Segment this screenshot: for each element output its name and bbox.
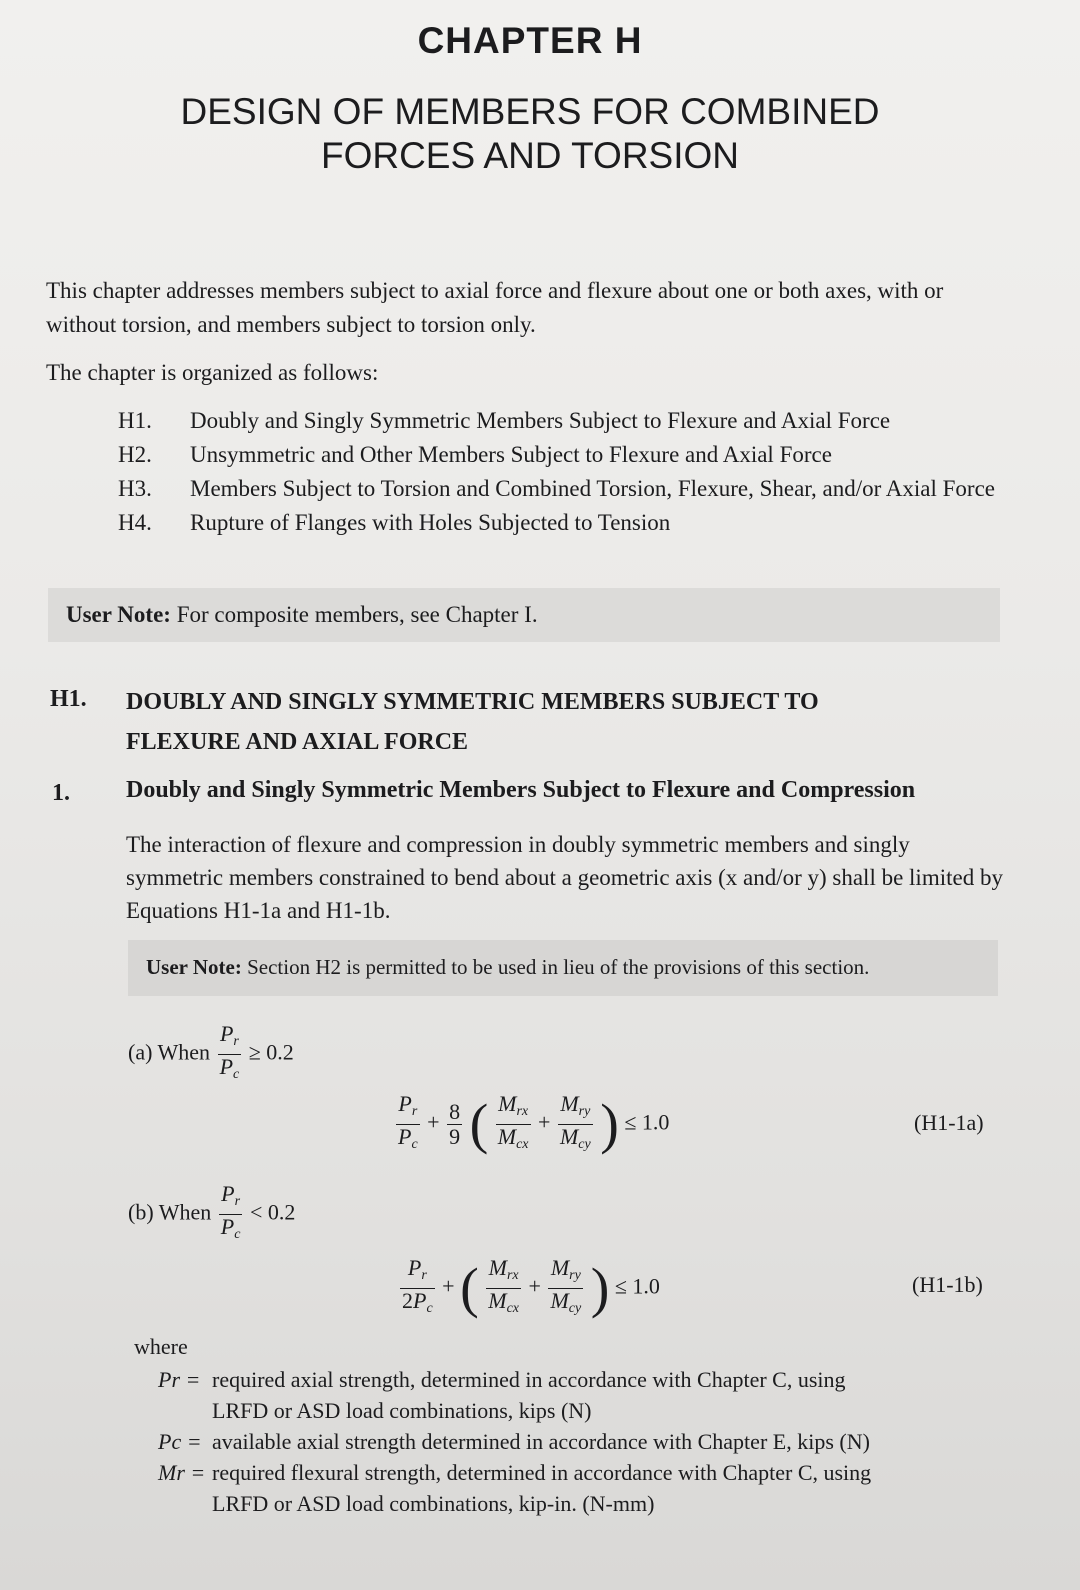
equation-h1-1a: $\frac{P_r}{P_c}$ + $\frac{8}{9}$ ( $\frac{M_{rx}}{M_{cx}}$ + $\frac{M_{ry}}{M_{cy}}$ ) ≤ 1.0 — [398, 1091, 670, 1156]
eq-coef-8: 8 — [449, 1099, 461, 1124]
definition-text: available axial strength determined in accordance with Chapter E, kips (N) — [212, 1429, 870, 1454]
case-a-condition — [128, 1022, 294, 1087]
eq-coef-2: 2 — [402, 1288, 413, 1313]
definition-text: required flexural strength, determined in accordance with Chapter C, using — [212, 1460, 872, 1485]
toc-item — [118, 438, 1018, 472]
user-note-label: User Note: — [146, 955, 242, 979]
chapter-title-line1: DESIGN OF MEMBERS FOR COMBINED — [180, 91, 880, 132]
toc-list — [118, 404, 1018, 540]
eq-coef-9: 9 — [449, 1124, 461, 1149]
definition-symbol: Pr = — [158, 1367, 201, 1392]
section-h1-number: H1. — [50, 686, 87, 712]
subsection-body: The interaction of flexure and compression in doubly symmetric members and singly symmetric members constrained to bend about a geometric axis (x and/or y) shall be limited by Equations H1-1a and H1-1b. — [126, 832, 1003, 923]
section-h1-title — [126, 682, 1006, 762]
section-h1-title-line1: DOUBLY AND SINGLY SYMMETRIC MEMBERS SUBJECT TO — [126, 689, 819, 715]
chapter-title — [0, 90, 1060, 178]
user-note-h2 — [128, 940, 998, 996]
equation-h1-1b: $\frac{P_r}{2P_c}$ + ( $\frac{M_{rx}}{M_{cx}}$ + $\frac{M_{ry}}{M_{cy}}$ ) ≤ 1.0 — [402, 1255, 660, 1320]
user-note-label: User Note: — [66, 602, 171, 627]
eq-number-h1-1b: (H1-1b) — [912, 1272, 983, 1297]
user-note-composite — [48, 588, 1000, 642]
case-b-condition — [128, 1182, 295, 1247]
case-b-relation: < 0.2 — [249, 1199, 296, 1225]
case-a-label: (a) When — [128, 1039, 211, 1065]
definition-item — [158, 1457, 1008, 1519]
definition-symbol: Mr = — [158, 1460, 206, 1485]
subsection-title: Doubly and Singly Symmetric Members Subject to Flexure and Compression — [126, 777, 916, 803]
intro-paragraph: This chapter addresses members subject to axial force and flexure about one or both axes, with or without torsion, and members subject to torsion only. — [46, 278, 944, 337]
user-note-text: Section H2 is permitted to be used in lieu of the provisions of this section. — [247, 955, 870, 979]
case-b-label: (b) When — [128, 1199, 212, 1225]
definition-item — [158, 1364, 1008, 1426]
pr-over-pc-fraction: $\frac{P_r}{P_c}$ — [219, 1021, 240, 1082]
toc-item-number: H2. — [118, 442, 152, 467]
toc-item-number: H1. — [118, 408, 152, 433]
user-note-text: For composite members, see Chapter I. — [176, 602, 538, 627]
toc-item-text: Unsymmetric and Other Members Subject to Flexure and Axial Force — [190, 442, 832, 467]
definition-continuation: LRFD or ASD load combinations, kip-in. (N-mm) — [212, 1491, 655, 1516]
organized-text: The chapter is organized as follows: — [46, 360, 379, 385]
where-label: where — [134, 1334, 188, 1359]
section-h1-title-line2: FLEXURE AND AXIAL FORCE — [126, 729, 469, 755]
chapter-label: CHAPTER H — [417, 20, 643, 61]
eq-b-limit: ≤ 1.0 — [614, 1273, 660, 1299]
toc-item-number: H3. — [118, 476, 152, 501]
toc-item-text: Rupture of Flanges with Holes Subjected to Tension — [190, 510, 671, 535]
eq-number-h1-1a: (H1-1a) — [914, 1110, 984, 1135]
definition-continuation: LRFD or ASD load combinations, kips (N) — [212, 1398, 592, 1423]
chapter-title-line2: FORCES AND TORSION — [320, 135, 740, 176]
toc-item — [118, 506, 1018, 540]
subsection-number: 1. — [52, 780, 70, 806]
definition-text: required axial strength, determined in accordance with Chapter C, using — [212, 1367, 846, 1392]
definition-symbol: Pc = — [158, 1429, 202, 1454]
eq-a-limit: ≤ 1.0 — [624, 1109, 670, 1135]
case-a-relation: ≥ 0.2 — [248, 1039, 294, 1065]
toc-item-text: Members Subject to Torsion and Combined Torsion, Flexure, Shear, and/or Axial Force — [190, 476, 995, 501]
toc-item-text: Doubly and Singly Symmetric Members Subject to Flexure and Axial Force — [190, 408, 891, 433]
definitions-list — [158, 1364, 1008, 1519]
pr-over-pc-fraction: $\frac{P_r}{P_c}$ — [220, 1181, 241, 1242]
toc-item-number: H4. — [118, 510, 152, 535]
definition-item — [158, 1426, 1008, 1457]
toc-item — [118, 472, 1018, 506]
toc-item — [118, 404, 1018, 438]
